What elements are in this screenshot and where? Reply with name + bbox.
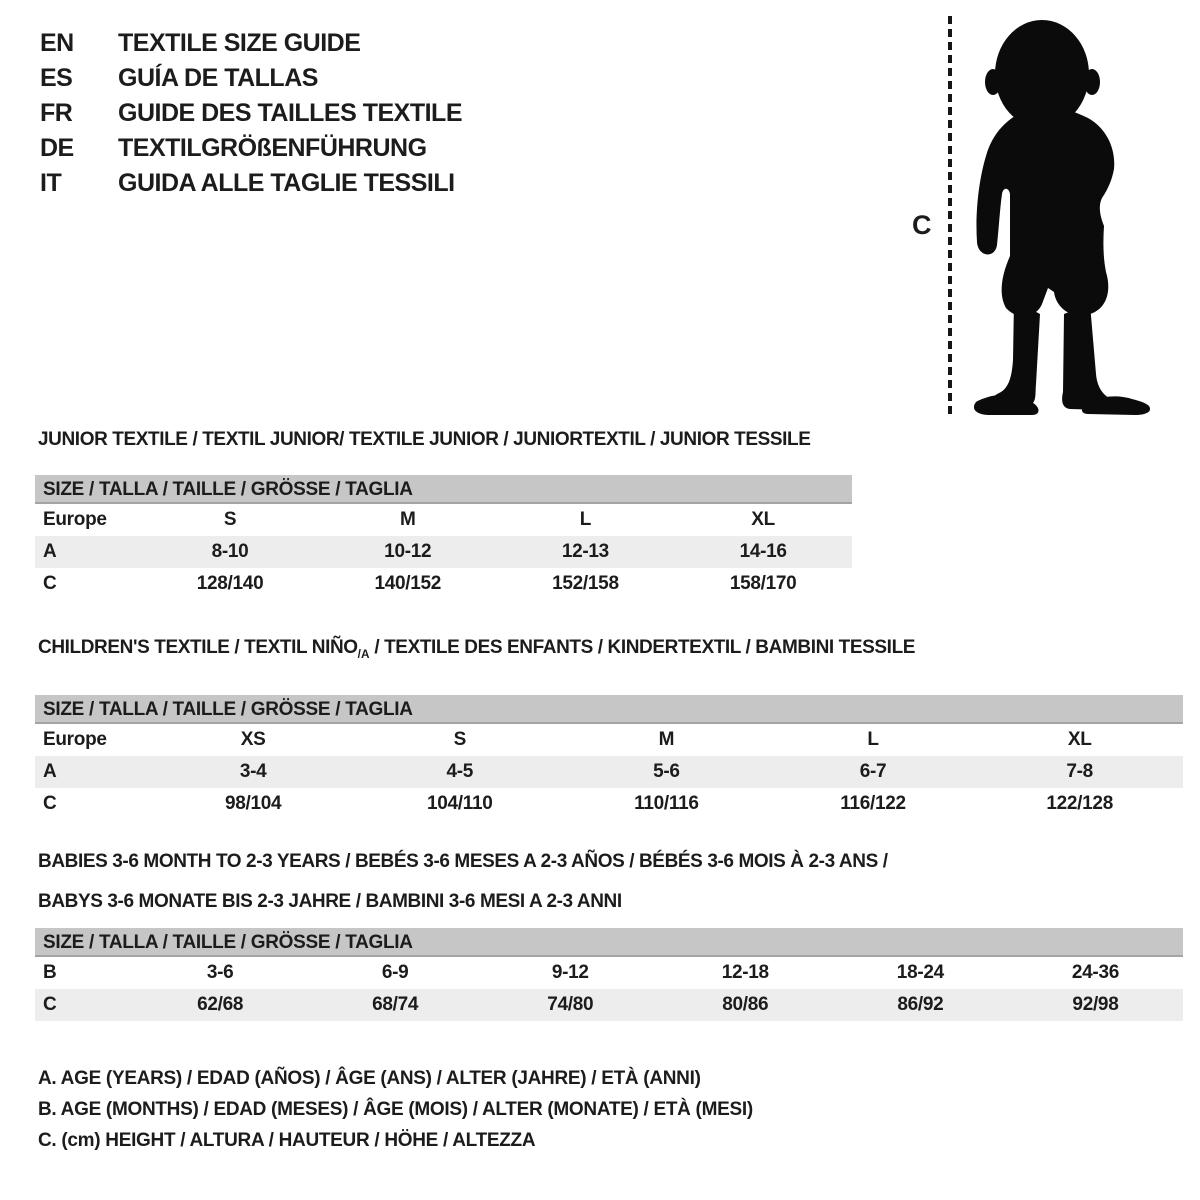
children-textile-section [35,636,1183,820]
junior-size-table [35,504,852,600]
title-en: TEXTILE SIZE GUIDE [118,29,361,57]
size-cell: 3-4 [239,760,267,782]
babies-title-line1: BABIES 3-6 MONTH TO 2-3 YEARS / BEBÉS 3-6 MESES A 2-3 AÑOS / BÉBÉS 3-6 MOIS À 2-3 ANS / [38,851,888,872]
junior-section-title: JUNIOR TEXTILE / TEXTIL JUNIOR/ TEXTILE JUNIOR / JUNIORTEXTIL / JUNIOR TESSILE [38,429,811,450]
legend-age-years: A. AGE (YEARS) / EDAD (AÑOS) / ÂGE (ANS) / ALTER (JAHRE) / ETÀ (ANNI) [38,1068,701,1089]
row-label: A [43,541,57,562]
size-cell: 12-18 [721,962,769,983]
row-label: C [43,792,57,814]
size-cell: XL [751,509,775,530]
children-title-subscript: /A [357,647,370,661]
table-row [35,504,852,536]
row-label: Europe [43,509,107,530]
size-cell: 6-7 [859,760,887,782]
size-cell: 10-12 [384,541,432,562]
row-label: A [43,760,57,782]
children-title-part1: CHILDREN'S TEXTILE / TEXTIL NIÑO [38,637,358,658]
title-es: GUÍA DE TALLAS [118,64,318,92]
table-row [35,724,1183,756]
children-size-table [35,724,1183,820]
title-fr: GUIDE DES TAILLES TEXTILE [118,99,463,127]
size-cell: 9-12 [551,962,589,983]
row-label: B [43,962,57,983]
babies-section-title [35,842,1183,922]
size-cell: 104/110 [426,792,493,814]
size-cell: L [867,728,879,750]
lang-code-fr: FR [40,99,73,127]
size-cell: 62/68 [197,994,244,1015]
measurement-legend [38,1063,753,1156]
row-label: Europe [43,728,107,750]
size-cell: 122/128 [1046,792,1113,814]
table-row [35,568,852,600]
table-row [35,536,852,568]
size-cell: 116/122 [840,792,906,814]
size-cell: 152/158 [552,573,619,594]
size-cell: 8-10 [211,541,249,562]
lang-code-en: EN [40,29,74,57]
legend-age-months: B. AGE (MONTHS) / EDAD (MESES) / ÂGE (MOIS) / ALTER (MONATE) / ETÀ (MESI) [38,1099,753,1120]
table-row [35,989,1183,1021]
row-label: C [43,994,57,1015]
junior-size-header-bar: SIZE / TALLA / TAILLE / GRÖSSE / TAGLIA [35,475,852,504]
language-title-list [40,26,462,201]
size-cell: 86/92 [897,994,944,1015]
title-de: TEXTILGRÖßENFÜHRUNG [118,134,427,162]
junior-textile-section [35,428,852,600]
legend-height-cm: C. (cm) HEIGHT / ALTURA / HAUTEUR / HÖHE / ALTEZZA [38,1130,536,1151]
size-cell: L [579,509,592,530]
size-cell: S [453,728,466,750]
babies-size-table [35,957,1183,1021]
table-row [35,788,1183,820]
size-cell: S [223,509,237,530]
height-measure-dashed-line [948,16,952,416]
size-cell: 3-6 [206,962,234,983]
size-cell: 140/152 [374,573,442,594]
size-cell: 98/104 [224,792,282,814]
children-section-title [35,636,1183,667]
size-cell: XL [1067,728,1092,750]
children-title-part2: / TEXTILE DES ENFANTS / KINDERTEXTIL / BAMBINI TESSILE [369,637,916,658]
size-cell: 6-9 [381,962,409,983]
size-cell: 5-6 [653,760,680,782]
size-cell: 68/74 [372,994,419,1015]
size-cell: XS [240,728,266,750]
size-cell: M [658,728,675,750]
size-cell: 18-24 [896,962,944,983]
size-cell: 92/98 [1072,994,1119,1015]
size-cell: M [399,509,416,530]
babies-title-line2: BABYS 3-6 MONATE BIS 2-3 JAHRE / BAMBINI 3-6 MESI A 2-3 ANNI [38,891,622,912]
lang-code-it: IT [40,169,62,197]
table-row [35,957,1183,989]
size-cell: 74/80 [547,994,594,1015]
children-size-header-bar: SIZE / TALLA / TAILLE / GRÖSSE / TAGLIA [35,695,1183,724]
lang-code-de: DE [40,134,74,162]
table-row [35,756,1183,788]
size-cell: 128/140 [196,573,264,594]
size-cell: 80/86 [722,994,769,1015]
height-measure-label: C [912,210,932,240]
babies-size-header-bar: SIZE / TALLA / TAILLE / GRÖSSE / TAGLIA [35,928,1183,957]
size-cell: 14-16 [739,541,787,562]
size-cell: 158/170 [729,573,797,594]
size-cell: 12-13 [561,541,609,562]
babies-textile-section [35,842,1183,1021]
size-cell: 24-36 [1071,962,1119,983]
size-cell: 7-8 [1066,760,1093,782]
row-label: C [43,573,57,594]
size-cell: 110/116 [634,792,699,814]
title-it: GUIDA ALLE TAGLIE TESSILI [118,169,455,197]
toddler-silhouette-image [960,16,1152,416]
size-cell: 4-5 [446,760,474,782]
lang-code-es: ES [40,64,73,92]
